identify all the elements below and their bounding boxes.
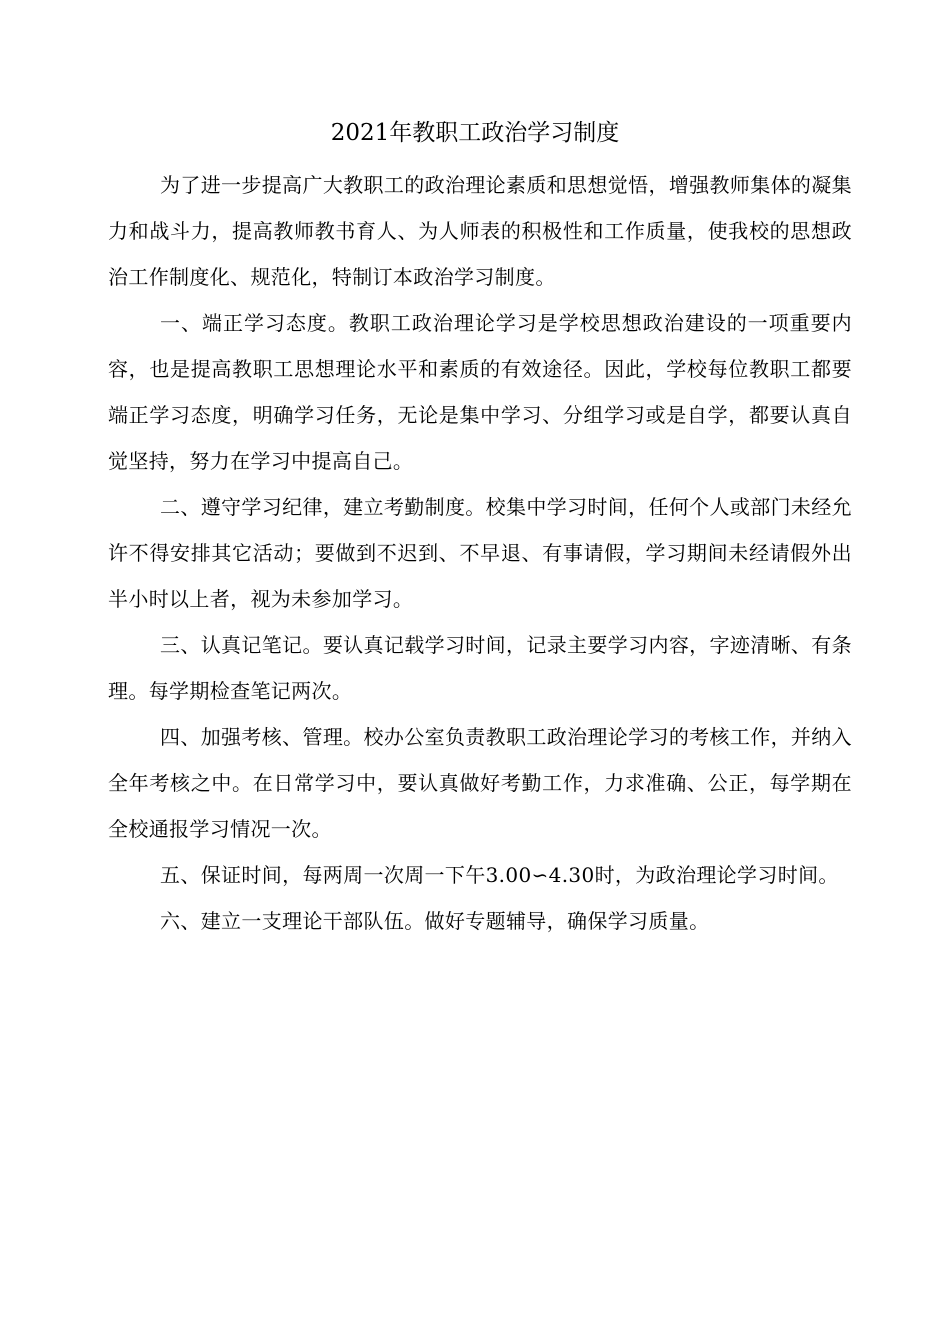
paragraph-intro: 为了进一步提高广大教职工的政治理论素质和思想觉悟，增强教师集体的凝集力和战斗力，提高教师教书育人、为人师表的积极性和工作质量，使我校的思想政治工作制度化、规范化，特制订本政治学习制度。 <box>108 173 852 289</box>
paragraph-section-6: 六、建立一支理论干部队伍。做好专题辅导，确保学习质量。 <box>160 909 710 933</box>
document-body <box>108 162 852 944</box>
paragraph-section-1: 一、端正学习态度。教职工政治理论学习是学校思想政治建设的一项重要内容，也是提高教职工思想理论水平和素质的有效途径。因此，学校每位教职工都要端正学习态度，明确学习任务，无论是集中学习、分组学习或是自学，都要认真自觉坚持，努力在学习中提高自己。 <box>108 311 852 473</box>
paragraph-section-4: 四、加强考核、管理。校办公室负责教职工政治理论学习的考核工作，并纳入全年考核之中。在日常学习中，要认真做好考勤工作，力求准确、公正，每学期在全校通报学习情况一次。 <box>108 725 852 841</box>
document-title: 2021年教职工政治学习制度 <box>330 120 620 146</box>
paragraph-section-3: 三、认真记笔记。要认真记载学习时间，记录主要学习内容，字迹清晰、有条理。每学期检查笔记两次。 <box>108 633 852 703</box>
paragraph-section-5: 五、保证时间，每两周一次周一下午3.00∽4.30时，为政治理论学习时间。 <box>160 863 839 887</box>
paragraph-section-2: 二、遵守学习纪律，建立考勤制度。校集中学习时间，任何个人或部门未经允许不得安排其它活动；要做到不迟到、不早退、有事请假，学习期间未经请假外出半小时以上者，视为未参加学习。 <box>108 495 852 611</box>
